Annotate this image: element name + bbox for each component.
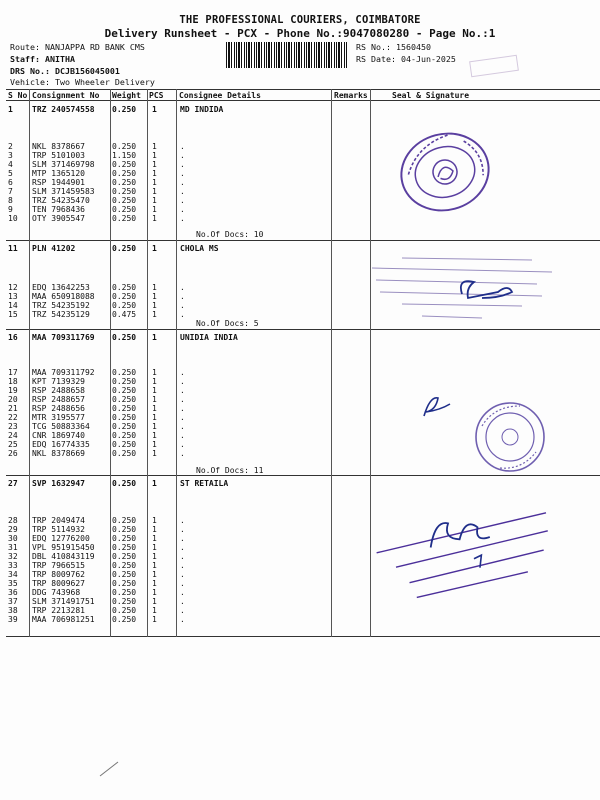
row-weight: 0.250 xyxy=(112,440,137,449)
row-pcs: 1 xyxy=(152,105,157,114)
row-pcs: 1 xyxy=(152,606,157,615)
row-consignee: . xyxy=(180,570,185,579)
row-weight: 0.250 xyxy=(112,196,137,205)
doc-count: No.Of Docs: 10 xyxy=(196,230,264,239)
row-pcs: 1 xyxy=(152,422,157,431)
row-consignee: . xyxy=(180,368,185,377)
vehicle-line xyxy=(10,77,155,87)
row-consignee: . xyxy=(180,178,185,187)
row-weight: 0.250 xyxy=(112,404,137,413)
row-sno: 28 xyxy=(8,516,18,525)
row-pcs: 1 xyxy=(152,160,157,169)
row-consignee: . xyxy=(180,169,185,178)
row-pcs: 1 xyxy=(152,552,157,561)
row-weight: 0.250 xyxy=(112,283,137,292)
row-consignment-no: MAA 709311792 xyxy=(32,368,95,377)
staff-label: Staff: xyxy=(10,54,40,64)
row-sno: 7 xyxy=(8,187,13,196)
row-sno: 29 xyxy=(8,525,18,534)
unidia-round-seal xyxy=(470,400,550,474)
row-weight: 0.250 xyxy=(112,449,137,458)
barcode xyxy=(226,42,348,68)
row-weight: 0.250 xyxy=(112,552,137,561)
row-sno: 6 xyxy=(8,178,13,187)
row-consignment-no: KPT 7139329 xyxy=(32,377,85,386)
rs-date-line xyxy=(356,54,456,64)
row-consignee: . xyxy=(180,561,185,570)
row-sno: 1 xyxy=(8,105,13,114)
col-header-remarks: Remarks xyxy=(334,91,368,100)
row-pcs: 1 xyxy=(152,310,157,319)
row-sno: 8 xyxy=(8,196,13,205)
rs-no-value: 1560450 xyxy=(395,42,431,52)
row-sno: 21 xyxy=(8,404,18,413)
row-pcs: 1 xyxy=(152,187,157,196)
row-consignee: . xyxy=(180,283,185,292)
row-weight: 0.250 xyxy=(112,395,137,404)
row-consignee: . xyxy=(180,579,185,588)
row-pcs: 1 xyxy=(152,283,157,292)
row-sno: 12 xyxy=(8,283,18,292)
row-consignee: CHOLA MS xyxy=(180,244,219,253)
route-line xyxy=(10,42,145,52)
row-consignment-no: SLM 371459583 xyxy=(32,187,95,196)
row-consignment-no: TRZ 54235192 xyxy=(32,301,90,310)
row-consignee: . xyxy=(180,196,185,205)
col-header-consignee: Consignee Details xyxy=(179,91,261,100)
row-consignee: . xyxy=(180,160,185,169)
chola-company-stamp xyxy=(362,248,562,328)
row-pcs: 1 xyxy=(152,377,157,386)
staff-value: ANITHA xyxy=(44,54,75,64)
row-weight: 0.250 xyxy=(112,169,137,178)
row-pcs: 1 xyxy=(152,196,157,205)
vehicle-label: Vehicle: xyxy=(10,77,50,87)
col-divider xyxy=(176,89,177,637)
row-weight: 0.250 xyxy=(112,386,137,395)
staff-line xyxy=(10,54,75,64)
doc-count: No.Of Docs: 11 xyxy=(196,466,264,475)
row-consignee: . xyxy=(180,151,185,160)
row-pcs: 1 xyxy=(152,479,157,488)
row-consignment-no: TCG 50883364 xyxy=(32,422,90,431)
row-pcs: 1 xyxy=(152,588,157,597)
row-consignee: . xyxy=(180,440,185,449)
row-consignment-no: TRP 2213281 xyxy=(32,606,85,615)
row-consignee: . xyxy=(180,543,185,552)
row-sno: 33 xyxy=(8,561,18,570)
row-consignee: . xyxy=(180,310,185,319)
row-consignment-no: MAA 709311769 xyxy=(32,333,95,342)
row-weight: 0.250 xyxy=(112,422,137,431)
rs-no-label: RS No.: xyxy=(356,42,391,52)
row-consignment-no: SLM 371491751 xyxy=(32,597,95,606)
md-india-seal-stamp xyxy=(395,125,495,220)
row-consignee: . xyxy=(180,377,185,386)
row-pcs: 1 xyxy=(152,525,157,534)
drs-label: DRS No.: xyxy=(10,66,50,76)
row-sno: 38 xyxy=(8,606,18,615)
row-weight: 0.250 xyxy=(112,615,137,624)
row-pcs: 1 xyxy=(152,534,157,543)
row-weight: 0.250 xyxy=(112,525,137,534)
row-sno: 31 xyxy=(8,543,18,552)
row-weight: 0.250 xyxy=(112,142,137,151)
row-consignee: . xyxy=(180,431,185,440)
doc-count: No.Of Docs: 5 xyxy=(196,319,259,328)
row-consignment-no: EDQ 16774335 xyxy=(32,440,90,449)
row-consignment-no: TRP 8009762 xyxy=(32,570,85,579)
row-consignee: . xyxy=(180,214,185,223)
runsheet-title: Delivery Runsheet - PCX - Phone No.:9047080280 - Page No.:1 xyxy=(104,27,496,40)
row-sno: 34 xyxy=(8,570,18,579)
table-top-border xyxy=(6,89,600,90)
row-weight: 1.150 xyxy=(112,151,137,160)
row-weight: 0.250 xyxy=(112,301,137,310)
row-pcs: 1 xyxy=(152,440,157,449)
row-sno: 17 xyxy=(8,368,18,377)
row-consignee: . xyxy=(180,552,185,561)
route-value: NANJAPPA RD BANK CMS xyxy=(44,42,145,52)
row-sno: 26 xyxy=(8,449,18,458)
row-sno: 15 xyxy=(8,310,18,319)
row-consignee: MD INDIDA xyxy=(180,105,224,114)
row-weight: 0.250 xyxy=(112,516,137,525)
rs-date-label: RS Date: xyxy=(356,54,396,64)
drs-value: DCJB156045001 xyxy=(54,66,120,76)
row-sno: 2 xyxy=(8,142,13,151)
row-pcs: 1 xyxy=(152,543,157,552)
row-consignment-no: TRP 8009627 xyxy=(32,579,85,588)
row-sno: 32 xyxy=(8,552,18,561)
col-divider xyxy=(331,89,332,637)
row-sno: 11 xyxy=(8,244,18,253)
row-sno: 18 xyxy=(8,377,18,386)
row-consignment-no: TRP 2049474 xyxy=(32,516,85,525)
vehicle-value: Two Wheeler Delivery xyxy=(54,77,155,87)
row-weight: 0.250 xyxy=(112,597,137,606)
row-consignee: . xyxy=(180,292,185,301)
row-sno: 27 xyxy=(8,479,18,488)
row-consignee: . xyxy=(180,395,185,404)
drs-line xyxy=(10,66,120,76)
row-consignment-no: TRZ 54235470 xyxy=(32,196,90,205)
row-consignee: . xyxy=(180,386,185,395)
row-pcs: 1 xyxy=(152,597,157,606)
row-pcs: 1 xyxy=(152,561,157,570)
row-weight: 0.250 xyxy=(112,105,137,114)
col-header-consignment: Consignment No xyxy=(32,91,100,100)
rs-no-line xyxy=(356,42,431,52)
row-pcs: 1 xyxy=(152,615,157,624)
row-pcs: 1 xyxy=(152,368,157,377)
col-header-weight: Weight xyxy=(112,91,141,100)
row-pcs: 1 xyxy=(152,431,157,440)
row-consignee: . xyxy=(180,404,185,413)
row-consignee: . xyxy=(180,606,185,615)
row-consignment-no: MTP 1365120 xyxy=(32,169,85,178)
row-weight: 0.250 xyxy=(112,543,137,552)
row-sno: 30 xyxy=(8,534,18,543)
row-pcs: 1 xyxy=(152,333,157,342)
row-consignee: . xyxy=(180,588,185,597)
row-consignment-no: NKL 8378667 xyxy=(32,142,85,151)
row-pcs: 1 xyxy=(152,244,157,253)
row-consignment-no: OTY 3905547 xyxy=(32,214,85,223)
row-weight: 0.250 xyxy=(112,214,137,223)
row-consignee: . xyxy=(180,205,185,214)
row-consignee: . xyxy=(180,142,185,151)
row-pcs: 1 xyxy=(152,404,157,413)
row-consignment-no: TEN 7968436 xyxy=(32,205,85,214)
row-pcs: 1 xyxy=(152,449,157,458)
row-consignment-no: TRZ 240574558 xyxy=(32,105,95,114)
row-pcs: 1 xyxy=(152,178,157,187)
row-consignment-no: MAA 706981251 xyxy=(32,615,95,624)
row-consignment-no: TRP 7966515 xyxy=(32,561,85,570)
row-pcs: 1 xyxy=(152,413,157,422)
row-consignment-no: PLN 41202 xyxy=(32,244,76,253)
row-consignment-no: EDQ 13642253 xyxy=(32,283,90,292)
row-weight: 0.250 xyxy=(112,413,137,422)
row-consignee: . xyxy=(180,516,185,525)
row-sno: 4 xyxy=(8,160,13,169)
row-consignment-no: NKL 8378669 xyxy=(32,449,85,458)
row-consignee: . xyxy=(180,449,185,458)
row-consignee: ST RETAILA xyxy=(180,479,229,488)
row-consignee: . xyxy=(180,534,185,543)
row-consignment-no: SLM 371469798 xyxy=(32,160,95,169)
row-consignment-no: RSP 2488657 xyxy=(32,395,85,404)
row-consignment-no: RSP 2488658 xyxy=(32,386,85,395)
row-sno: 36 xyxy=(8,588,18,597)
col-divider xyxy=(110,89,111,637)
row-consignment-no: RSP 2488656 xyxy=(32,404,85,413)
row-consignee: . xyxy=(180,422,185,431)
row-weight: 0.250 xyxy=(112,606,137,615)
group-divider xyxy=(6,329,600,330)
row-sno: 9 xyxy=(8,205,13,214)
row-consignment-no: MAA 650918088 xyxy=(32,292,95,301)
row-pcs: 1 xyxy=(152,516,157,525)
row-sno: 25 xyxy=(8,440,18,449)
row-pcs: 1 xyxy=(152,386,157,395)
col-header-pcs: PCS xyxy=(149,91,164,100)
row-sno: 16 xyxy=(8,333,18,342)
row-sno: 3 xyxy=(8,151,13,160)
row-consignee: . xyxy=(180,615,185,624)
row-consignee: . xyxy=(180,301,185,310)
row-weight: 0.250 xyxy=(112,160,137,169)
row-sno: 22 xyxy=(8,413,18,422)
row-weight: 0.250 xyxy=(112,561,137,570)
group-divider xyxy=(6,240,600,241)
row-weight: 0.250 xyxy=(112,244,137,253)
route-label: Route: xyxy=(10,42,40,52)
row-consignment-no: DBL 410843119 xyxy=(32,552,95,561)
row-pcs: 1 xyxy=(152,395,157,404)
row-sno: 14 xyxy=(8,301,18,310)
row-weight: 0.250 xyxy=(112,534,137,543)
row-consignment-no: MTR 3195577 xyxy=(32,413,85,422)
table-header-border xyxy=(6,100,600,101)
row-weight: 0.250 xyxy=(112,205,137,214)
row-consignee: . xyxy=(180,413,185,422)
row-sno: 20 xyxy=(8,395,18,404)
row-weight: 0.475 xyxy=(112,310,137,319)
row-weight: 0.250 xyxy=(112,187,137,196)
row-consignee: . xyxy=(180,525,185,534)
col-divider xyxy=(29,89,30,637)
row-sno: 35 xyxy=(8,579,18,588)
row-weight: 0.250 xyxy=(112,579,137,588)
row-consignment-no: CNR 1869740 xyxy=(32,431,85,440)
row-weight: 0.250 xyxy=(112,333,137,342)
row-weight: 0.250 xyxy=(112,588,137,597)
row-pcs: 1 xyxy=(152,570,157,579)
row-consignment-no: TRP 5114932 xyxy=(32,525,85,534)
row-consignee: . xyxy=(180,597,185,606)
row-weight: 0.250 xyxy=(112,479,137,488)
pen-mark xyxy=(96,756,124,780)
row-pcs: 1 xyxy=(152,301,157,310)
rs-date-value: 04-Jun-2025 xyxy=(400,54,456,64)
row-consignment-no: EDQ 12776200 xyxy=(32,534,90,543)
row-sno: 37 xyxy=(8,597,18,606)
row-consignment-no: SVP 1632947 xyxy=(32,479,85,488)
row-sno: 19 xyxy=(8,386,18,395)
row-sno: 10 xyxy=(8,214,18,223)
row-weight: 0.250 xyxy=(112,570,137,579)
col-divider xyxy=(147,89,148,637)
row-pcs: 1 xyxy=(152,151,157,160)
row-sno: 39 xyxy=(8,615,18,624)
row-consignment-no: TRZ 54235129 xyxy=(32,310,90,319)
row-weight: 0.250 xyxy=(112,292,137,301)
row-consignment-no: TRP 5101003 xyxy=(32,151,85,160)
row-pcs: 1 xyxy=(152,169,157,178)
row-consignment-no: RSP 1944901 xyxy=(32,178,85,187)
col-header-seal: Seal & Signature xyxy=(392,91,470,100)
row-pcs: 1 xyxy=(152,205,157,214)
st-retail-stamp xyxy=(372,500,562,600)
row-consignment-no: DDG 743968 xyxy=(32,588,81,597)
row-pcs: 1 xyxy=(152,142,157,151)
table-bottom-border xyxy=(6,636,600,637)
col-divider xyxy=(370,89,371,637)
row-weight: 0.250 xyxy=(112,431,137,440)
row-pcs: 1 xyxy=(152,214,157,223)
company-title: THE PROFESSIONAL COURIERS, COIMBATORE xyxy=(179,14,421,26)
row-pcs: 1 xyxy=(152,579,157,588)
unidia-signature xyxy=(416,390,456,420)
row-weight: 0.250 xyxy=(112,377,137,386)
row-consignment-no: VPL 951915450 xyxy=(32,543,95,552)
row-sno: 5 xyxy=(8,169,13,178)
row-weight: 0.250 xyxy=(112,368,137,377)
col-header-sno: S No xyxy=(8,91,28,100)
row-sno: 23 xyxy=(8,422,18,431)
group-divider xyxy=(6,475,600,476)
row-consignee: UNIDIA INDIA xyxy=(180,333,238,342)
faint-page-stamp xyxy=(469,55,519,78)
row-sno: 24 xyxy=(8,431,18,440)
row-weight: 0.250 xyxy=(112,178,137,187)
row-sno: 13 xyxy=(8,292,18,301)
row-consignee: . xyxy=(180,187,185,196)
row-pcs: 1 xyxy=(152,292,157,301)
